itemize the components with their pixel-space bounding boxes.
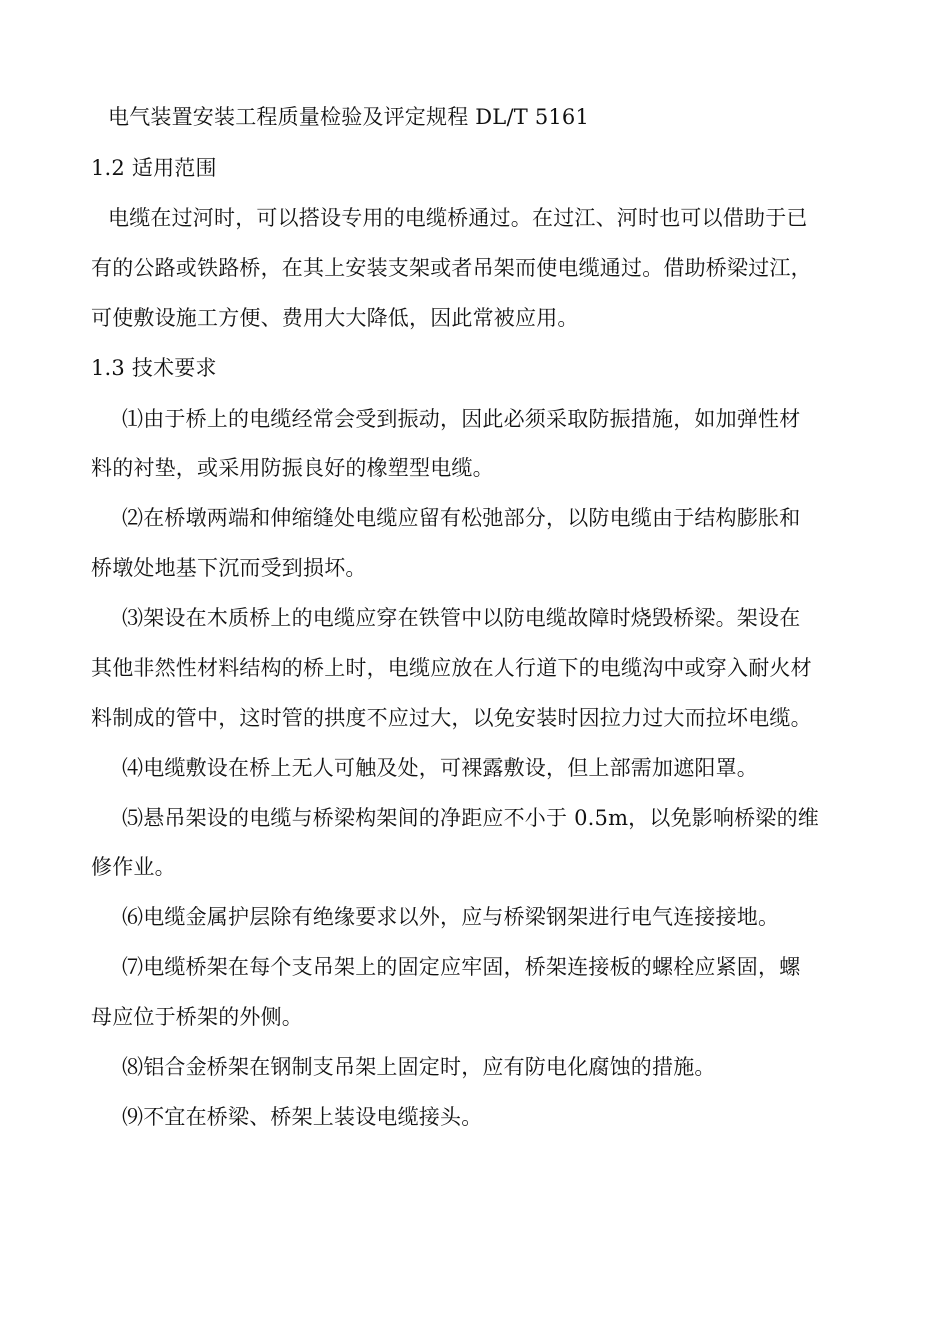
list-item-line: ⑵在桥墩两端和伸缩缝处电缆应留有松弛部分，以防电缆由于结构膨胀和 — [122, 506, 801, 530]
list-item-line: 桥墩处地基下沉而受到损坏。 — [91, 556, 367, 580]
list-item-line: 料的衬垫，或采用防振良好的橡塑型电缆。 — [91, 456, 494, 480]
list-item-line: 料制成的管中，这时管的拱度不应过大，以免安装时因拉力过大而拉坏电缆。 — [91, 706, 812, 730]
document-title: 电气装置安装工程质量检验及评定规程 DL/T 5161 — [108, 105, 590, 129]
list-item-line: ⑷电缆敷设在桥上无人可触及处，可裸露敷设，但上部需加遮阳罩。 — [122, 756, 758, 780]
list-item-line: 修作业。 — [91, 855, 176, 879]
list-item-line: ⑺电缆桥架在每个支吊架上的固定应牢固，桥架连接板的螺栓应紧固，螺 — [122, 955, 801, 979]
list-item-line: 母应位于桥架的外侧。 — [91, 1005, 303, 1029]
list-item-line: ⑸悬吊架设的电缆与桥梁构架间的净距应不小于 0.5m，以免影响桥梁的维 — [122, 806, 819, 830]
section-heading-1-2: 1.2 适用范围 — [91, 156, 217, 180]
list-item-line: ⑴由于桥上的电缆经常会受到振动，因此必须采取防振措施，如加弹性材 — [122, 407, 801, 431]
list-item-line: ⑻铝合金桥架在钢制支吊架上固定时，应有防电化腐蚀的措施。 — [122, 1055, 716, 1079]
paragraph-line: 有的公路或铁路桥，在其上安装支架或者吊架而使电缆通过。借助桥梁过江， — [91, 256, 812, 280]
paragraph-line: 可使敷设施工方便、费用大大降低，因此常被应用。 — [91, 306, 579, 330]
list-item-line: 其他非然性材料结构的桥上时，电缆应放在人行道下的电缆沟中或穿入耐火材 — [91, 656, 812, 680]
list-item-line: ⑶架设在木质桥上的电缆应穿在铁管中以防电缆故障时烧毁桥梁。架设在 — [122, 606, 801, 630]
list-item-line: ⑼不宜在桥梁、桥架上装设电缆接头。 — [122, 1105, 483, 1129]
list-item-line: ⑹电缆金属护层除有绝缘要求以外，应与桥梁钢架进行电气连接接地。 — [122, 905, 780, 929]
section-heading-1-3: 1.3 技术要求 — [91, 356, 217, 380]
paragraph-line: 电缆在过河时，可以搭设专用的电缆桥通过。在过江、河时也可以借助于已 — [108, 206, 808, 230]
